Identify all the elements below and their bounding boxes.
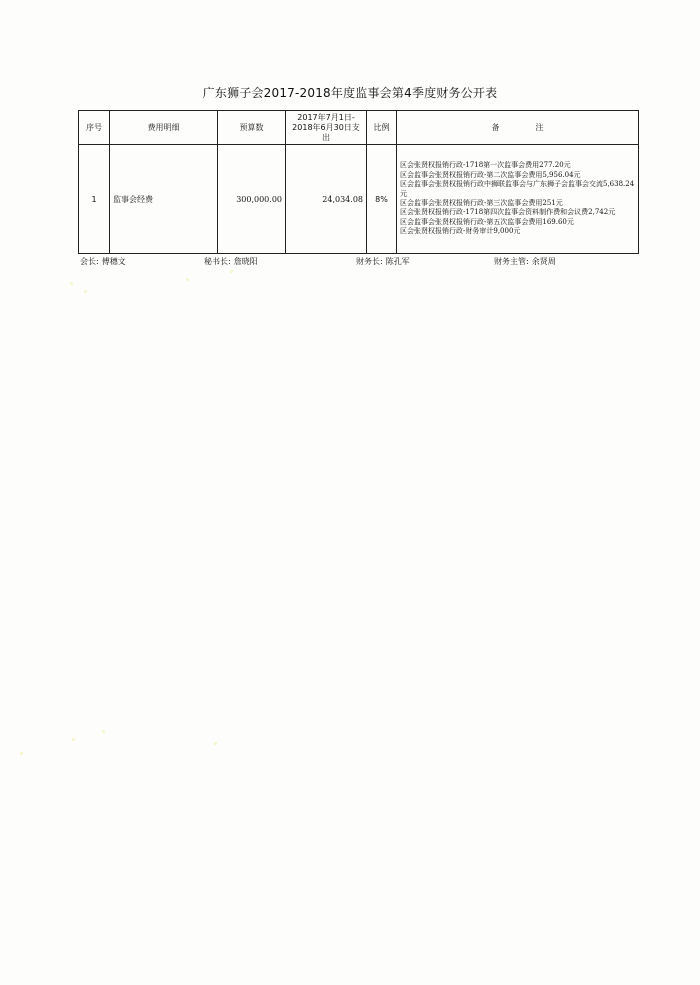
scan-speck: [70, 282, 73, 285]
scan-speck: [230, 270, 233, 273]
header-notes-b: 注: [535, 122, 544, 132]
president-label: 会长:: [80, 257, 99, 266]
signature-finance-supervisor: [494, 256, 556, 267]
note-line: 区会张贤权报销行政-财务审计9,000元: [400, 227, 521, 236]
finance-table: [78, 110, 639, 254]
scan-speck: [84, 290, 87, 293]
cell-notes: [397, 145, 639, 254]
signature-secretary: [204, 256, 258, 267]
note-line: 区会监事会张贤权报销行政中狮联监事会与广东狮子会监事会交流5,638.24元: [400, 180, 635, 198]
finance-supervisor-name: 余贤周: [531, 257, 556, 266]
header-item: 费用明细: [110, 111, 218, 145]
scan-speck: [214, 742, 217, 745]
header-spent-line3: 出: [322, 132, 330, 142]
header-notes: [397, 111, 639, 145]
scan-speck: [186, 278, 189, 281]
table-row: [79, 145, 639, 254]
note-line: 区会监事会张贤权报销行政-第三次监事会费用251元: [400, 199, 563, 207]
signature-president: [80, 256, 126, 267]
note-line: 区会监事会张贤权报销行政-第五次监事会费用169.60元: [400, 217, 574, 226]
header-budget: 预算数: [218, 111, 286, 145]
document-title: 广东狮子会2017-2018年度监事会第4季度财务公开表: [202, 86, 498, 100]
note-line: 区会张贤权报销行政-1718第一次监事会费用277.20元: [400, 161, 571, 170]
note-line: 区会监事会张贤权报销行政-第二次监事会费用5,956.04元: [400, 170, 581, 179]
cell-ratio: 8%: [367, 145, 397, 254]
header-notes-a: 备: [491, 122, 500, 132]
header-row: [79, 111, 639, 145]
president-name: 傅穗文: [101, 257, 126, 266]
signature-line: [0, 256, 700, 270]
header-ratio: 比例: [367, 111, 397, 145]
secretary-name: 詹晓阳: [233, 257, 258, 266]
cell-spent: 24,034.08: [286, 145, 367, 254]
header-spent-line2: 2018年6月30日支: [292, 122, 360, 132]
table-header: [79, 111, 639, 145]
cell-item: 监事会经费: [110, 145, 218, 254]
cell-seq: 1: [79, 145, 110, 254]
secretary-label: 秘书长:: [204, 257, 231, 266]
header-spent: [286, 111, 367, 145]
header-seq: 序号: [79, 111, 110, 145]
scan-speck: [72, 738, 75, 741]
treasurer-label: 财务长:: [356, 257, 383, 266]
finance-supervisor-label: 财务主管:: [494, 257, 529, 266]
scan-speck: [102, 730, 105, 733]
scan-speck: [20, 752, 23, 755]
header-spent-line1: 2017年7月1日-: [297, 112, 355, 122]
cell-budget: 300,000.00: [218, 145, 286, 254]
treasurer-name: 陈孔军: [385, 257, 410, 266]
note-line: 区会张贤权报销行政-1718第四次监事会资料制作费和会议费2,742元: [400, 208, 616, 217]
signature-treasurer: [356, 256, 410, 267]
